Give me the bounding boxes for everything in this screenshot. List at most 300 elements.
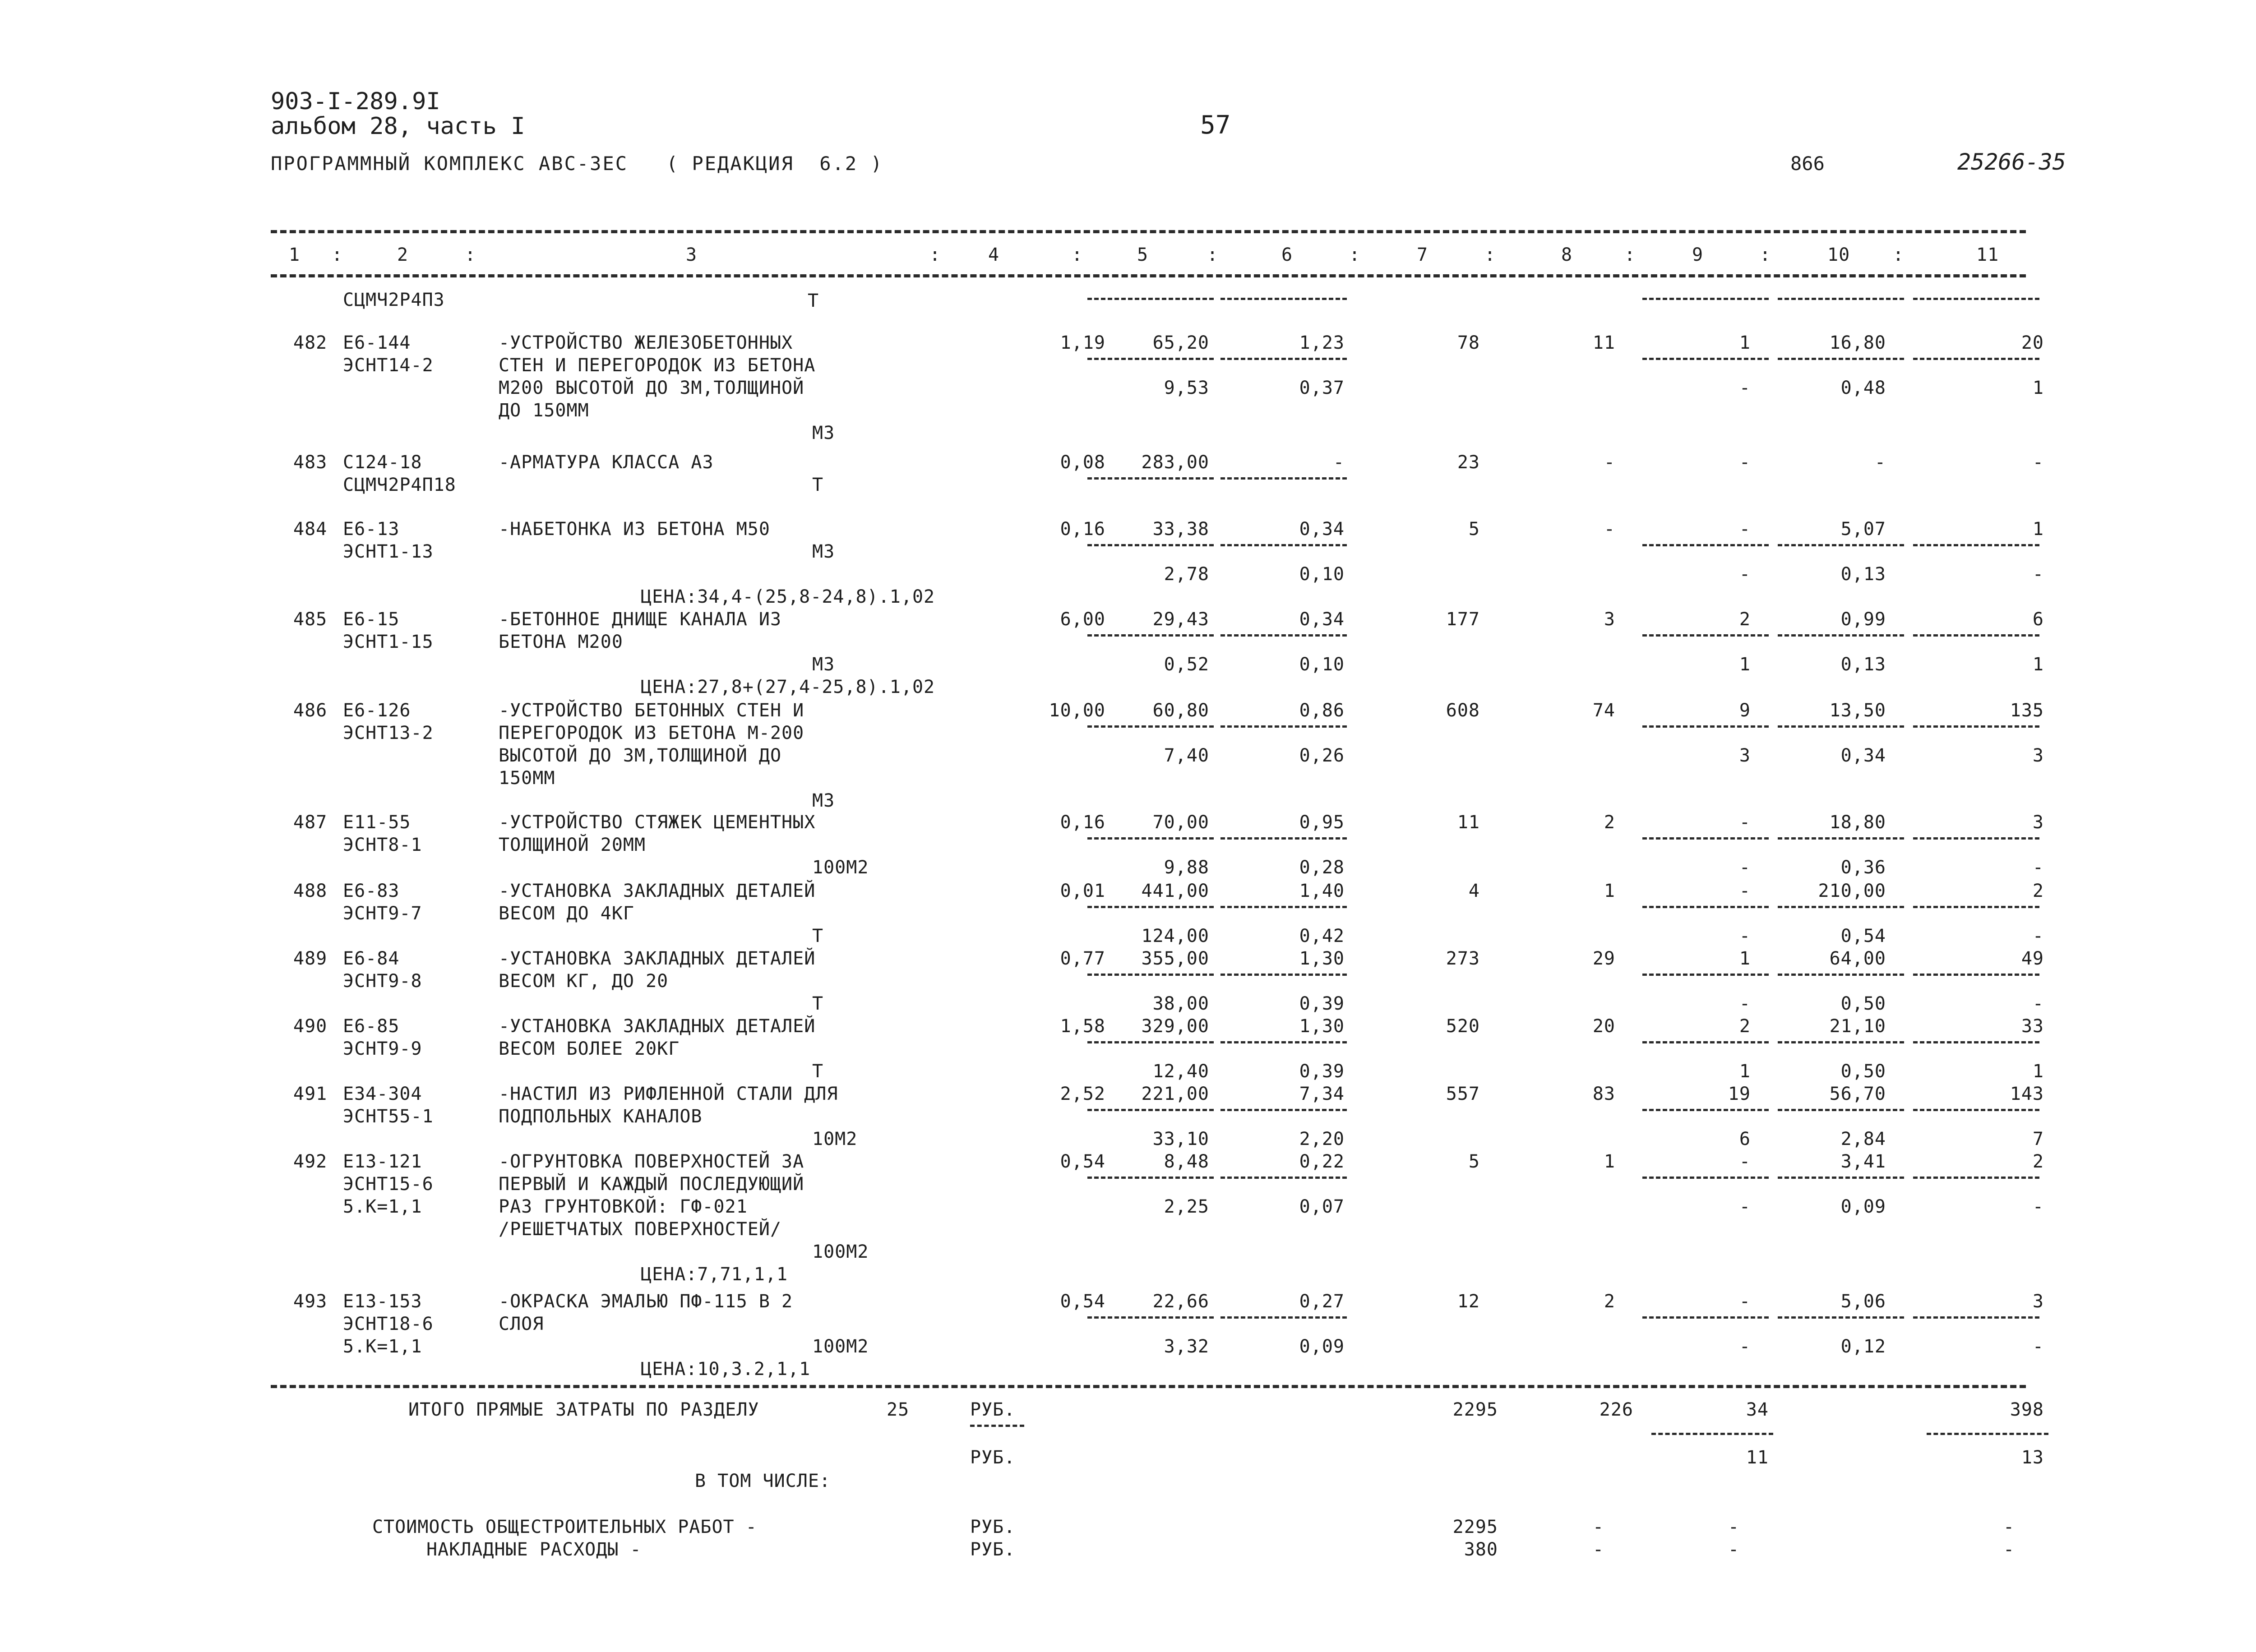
row-col8: 3 — [1604, 609, 1615, 630]
cell-separator-rule — [1642, 1177, 1769, 1179]
row-description: 150ММ — [499, 768, 555, 789]
row-code-secondary: ЭСНТ9-7 — [343, 903, 422, 924]
row-col10-secondary: 0,13 — [1840, 654, 1886, 675]
row-col6: 1,23 — [1299, 332, 1345, 353]
construction-c7: 2295 — [1452, 1517, 1498, 1537]
row-col10: 64,00 — [1829, 948, 1886, 969]
row-unit: 100М2 — [812, 1241, 869, 1262]
row-col8: - — [1604, 519, 1615, 540]
cell-separator-rule — [1778, 358, 1904, 360]
column-separator: : — [1893, 245, 1905, 265]
row-col5: 60,80 — [1152, 700, 1209, 721]
cell-separator-rule — [1642, 725, 1769, 728]
row-description: СЛОЯ — [499, 1314, 544, 1334]
row-col10-secondary: 0,50 — [1840, 1061, 1886, 1082]
column-separator: : — [1349, 245, 1361, 265]
row-description: РАЗ ГРУНТОВКОЙ: ГФ-021 — [499, 1196, 748, 1217]
row-col9: 19 — [1728, 1084, 1751, 1104]
cell-separator-rule — [1913, 544, 2039, 546]
cell-separator-rule — [1087, 974, 1214, 976]
row-number: 491 — [293, 1084, 328, 1104]
row-col11: 49 — [2021, 948, 2044, 969]
totals-c9-dash — [1651, 1433, 1773, 1435]
overhead-c8: - — [1593, 1539, 1604, 1560]
row-unit: 10М2 — [812, 1129, 858, 1149]
row-col11-secondary: - — [2032, 993, 2044, 1014]
row-col10: 16,80 — [1829, 332, 1886, 353]
cell-separator-rule — [1087, 544, 1214, 546]
row-col11: - — [2032, 452, 2044, 473]
row-coefficient: 5.К=1,1 — [343, 1336, 422, 1357]
row-number: 484 — [293, 519, 328, 540]
row-unit: Т — [812, 475, 824, 495]
row-col5: 283,00 — [1141, 452, 1209, 473]
cell-separator-rule — [1220, 1316, 1347, 1319]
row-unit: Т — [812, 926, 824, 946]
totals-c11: 398 — [2010, 1399, 2044, 1420]
row-col5-secondary: 0,52 — [1164, 654, 1209, 675]
row-description: ВЫСОТОЙ ДО 3М,ТОЛЩИНОЙ ДО — [499, 745, 782, 766]
row-quantity: 1,19 — [1060, 332, 1105, 353]
row-col5-secondary: 12,40 — [1152, 1061, 1209, 1082]
row-col8: 1 — [1604, 881, 1615, 901]
column-separator: : — [465, 245, 476, 265]
cell-separator-rule — [1642, 906, 1769, 908]
overhead-label: НАКЛАДНЫЕ РАСХОДЫ - — [426, 1539, 642, 1560]
row-col8: 83 — [1592, 1084, 1615, 1104]
row-col9: 1 — [1739, 948, 1751, 969]
row-col10-secondary: 0,54 — [1840, 926, 1886, 946]
page-number: 57 — [1200, 111, 1231, 140]
construction-label: СТОИМОСТЬ ОБЩЕСТРОИТЕЛЬНЫХ РАБОТ - — [372, 1517, 757, 1537]
row-col9-secondary: - — [1739, 993, 1751, 1014]
row-code: Е6-144 — [343, 332, 411, 353]
cell-separator-rule — [1087, 634, 1214, 637]
row-unit: М3 — [812, 790, 835, 811]
cell-separator-rule — [1220, 634, 1347, 637]
row-col6-secondary: 0,28 — [1299, 857, 1345, 878]
row-col7: 5 — [1468, 1151, 1480, 1172]
row-col9-secondary: - — [1739, 1336, 1751, 1357]
column-number: 9 — [1692, 245, 1704, 265]
row-coefficient: 5.К=1,1 — [343, 1196, 422, 1217]
including-label: В ТОМ ЧИСЛЕ: — [695, 1471, 831, 1491]
row-col10-secondary: 2,84 — [1840, 1129, 1886, 1149]
row-quantity: 0,16 — [1060, 812, 1105, 833]
column-separator: : — [1760, 245, 1771, 265]
row-number: 485 — [293, 609, 328, 630]
row-col11: 3 — [2032, 1291, 2044, 1312]
row-code-secondary: ЭСНТ55-1 — [343, 1106, 434, 1127]
row-col6: 1,30 — [1299, 1016, 1345, 1037]
row-col5-secondary: 2,78 — [1164, 564, 1209, 585]
row-col5: 22,66 — [1152, 1291, 1209, 1312]
row-col7: 177 — [1446, 609, 1480, 630]
row-col7: 520 — [1446, 1016, 1480, 1037]
cell-separator-rule — [1778, 725, 1904, 728]
cell-separator-rule — [1220, 477, 1347, 480]
row-unit: Т — [808, 291, 819, 311]
row-col9: - — [1739, 1291, 1751, 1312]
row-col10-secondary: 0,13 — [1840, 564, 1886, 585]
column-separator: : — [1624, 245, 1636, 265]
header-top-rule — [271, 230, 2026, 233]
row-col7: 608 — [1446, 700, 1480, 721]
totals-c7: 2295 — [1452, 1399, 1498, 1420]
totals-section: 25 — [887, 1399, 910, 1420]
row-col5-secondary: 33,10 — [1152, 1129, 1209, 1149]
cell-separator-rule — [1913, 837, 2039, 840]
row-col7: 5 — [1468, 519, 1480, 540]
cell-separator-rule — [1642, 1109, 1769, 1111]
row-col7: 23 — [1457, 452, 1480, 473]
cell-separator-rule — [1778, 634, 1904, 637]
cell-separator-rule — [1778, 1041, 1904, 1043]
row-col5: 29,43 — [1152, 609, 1209, 630]
row-col11-secondary: 3 — [2032, 745, 2044, 766]
row-col5-secondary: 3,32 — [1164, 1336, 1209, 1357]
row-col7: 4 — [1468, 881, 1480, 901]
row-description: ТОЛЩИНОЙ 20ММ — [499, 835, 646, 855]
row-col10-secondary: 0,50 — [1840, 993, 1886, 1014]
row-col11: 1 — [2032, 519, 2044, 540]
row-col5: 221,00 — [1141, 1084, 1209, 1104]
row-description: ПЕРВЫЙ И КАЖДЫЙ ПОСЛЕДУЮЩИЙ — [499, 1174, 804, 1195]
row-description: СТЕН И ПЕРЕГОРОДОК ИЗ БЕТОНА — [499, 355, 816, 376]
row-col5-secondary: 124,00 — [1141, 926, 1209, 946]
row-col6: 7,34 — [1299, 1084, 1345, 1104]
album-label: альбом 28, часть I — [271, 113, 525, 140]
column-separator: : — [1207, 245, 1219, 265]
row-col6: 0,22 — [1299, 1151, 1345, 1172]
row-col9: - — [1739, 452, 1751, 473]
row-code: Е6-83 — [343, 881, 400, 901]
construction-rub: РУБ. — [970, 1517, 1016, 1537]
row-col9: - — [1739, 1151, 1751, 1172]
row-col6-secondary: 0,09 — [1299, 1336, 1345, 1357]
cell-separator-rule — [1220, 837, 1347, 840]
row-number: 483 — [293, 452, 328, 473]
row-code-secondary: ЭСНТ9-8 — [343, 971, 422, 992]
row-description: -УСТАНОВКА ЗАКЛАДНЫХ ДЕТАЛЕЙ — [499, 881, 816, 901]
row-col5: 8,48 — [1164, 1151, 1209, 1172]
totals-rub2: РУБ. — [970, 1447, 1016, 1468]
row-code-secondary: ЭСНТ9-9 — [343, 1038, 422, 1059]
cell-separator-rule — [1087, 358, 1214, 360]
row-number: 490 — [293, 1016, 328, 1037]
row-col6: 0,34 — [1299, 609, 1345, 630]
cell-separator-rule — [1087, 477, 1214, 480]
row-col10: - — [1874, 452, 1886, 473]
row-col5-secondary: 2,25 — [1164, 1196, 1209, 1217]
row-col5: 65,20 — [1152, 332, 1209, 353]
cell-separator-rule — [1220, 358, 1347, 360]
row-description: -УСТАНОВКА ЗАКЛАДНЫХ ДЕТАЛЕЙ — [499, 948, 816, 969]
row-unit: Т — [812, 1061, 824, 1082]
cell-separator-rule — [1913, 298, 2039, 300]
row-col8: - — [1604, 452, 1615, 473]
cell-separator-rule — [1778, 837, 1904, 840]
cell-separator-rule — [1778, 1109, 1904, 1111]
row-col9-secondary: - — [1739, 378, 1751, 398]
row-col8: 20 — [1592, 1016, 1615, 1037]
totals-c8: 226 — [1599, 1399, 1633, 1420]
row-price-formula: ЦЕНА:7,71,1,1 — [641, 1264, 788, 1285]
totals-rub-dash — [970, 1425, 1024, 1427]
cell-separator-rule — [1778, 1316, 1904, 1319]
row-col7: 273 — [1446, 948, 1480, 969]
row-col9: - — [1739, 519, 1751, 540]
row-col6: 0,95 — [1299, 812, 1345, 833]
row-col9: - — [1739, 812, 1751, 833]
row-description: БЕТОНА М200 — [499, 632, 623, 652]
cell-separator-rule — [1778, 1177, 1904, 1179]
cell-separator-rule — [1087, 725, 1214, 728]
row-code-secondary: ЭСНТ13-2 — [343, 723, 434, 743]
cell-separator-rule — [1778, 544, 1904, 546]
row-col11-secondary: 1 — [2032, 378, 2044, 398]
row-col11: 135 — [2010, 700, 2044, 721]
row-description: -ОГРУНТОВКА ПОВЕРХНОСТЕЙ ЗА — [499, 1151, 804, 1172]
row-number: 489 — [293, 948, 328, 969]
cell-separator-rule — [1913, 1316, 2039, 1319]
sheet-number: 866 — [1790, 152, 1825, 175]
cell-separator-rule — [1642, 634, 1769, 637]
row-description: ВЕСОМ БОЛЕЕ 20КГ — [499, 1038, 680, 1059]
overhead-c9: - — [1728, 1539, 1740, 1560]
column-number: 3 — [686, 245, 698, 265]
column-number: 2 — [397, 245, 409, 265]
row-col9-secondary: - — [1739, 564, 1751, 585]
row-col9: 2 — [1739, 1016, 1751, 1037]
row-col11: 2 — [2032, 1151, 2044, 1172]
cell-separator-rule — [1220, 544, 1347, 546]
row-code: Е6-85 — [343, 1016, 400, 1037]
row-description: М200 ВЫСОТОЙ ДО 3М,ТОЛЩИНОЙ — [499, 378, 804, 398]
row-col11: 33 — [2021, 1016, 2044, 1037]
cell-separator-rule — [1778, 906, 1904, 908]
row-col10: 5,06 — [1840, 1291, 1886, 1312]
row-col11-secondary: - — [2032, 926, 2044, 946]
row-code: Е6-13 — [343, 519, 400, 540]
row-col9-secondary: - — [1739, 857, 1751, 878]
cell-separator-rule — [1087, 298, 1214, 300]
row-col6-secondary: 0,26 — [1299, 745, 1345, 766]
row-col11-secondary: 7 — [2032, 1129, 2044, 1149]
totals-c9b: 11 — [1746, 1447, 1769, 1468]
program-title: ПРОГРАММНЫЙ КОМПЛЕКС АВС-3ЕС ( РЕДАКЦИЯ 6.2 ) — [271, 152, 883, 175]
row-col9-secondary: 1 — [1739, 1061, 1751, 1082]
row-description: -УСТРОЙСТВО СТЯЖЕК ЦЕМЕНТНЫХ — [499, 812, 816, 833]
column-number: 5 — [1137, 245, 1149, 265]
row-code-secondary: ЭСНТ1-13 — [343, 541, 434, 562]
row-unit: М3 — [812, 654, 835, 675]
cell-separator-rule — [1087, 1109, 1214, 1111]
cell-separator-rule — [1778, 974, 1904, 976]
row-col8: 74 — [1592, 700, 1615, 721]
row-col5: 33,38 — [1152, 519, 1209, 540]
cell-separator-rule — [1642, 544, 1769, 546]
cell-separator-rule — [1220, 974, 1347, 976]
row-number: 492 — [293, 1151, 328, 1172]
row-col11: 2 — [2032, 881, 2044, 901]
row-code: Е6-126 — [343, 700, 411, 721]
totals-rub: РУБ. — [970, 1399, 1016, 1420]
row-col11-secondary: - — [2032, 564, 2044, 585]
row-quantity: 0,08 — [1060, 452, 1105, 473]
row-col10: 0,99 — [1840, 609, 1886, 630]
row-col6: 0,86 — [1299, 700, 1345, 721]
row-col8: 1 — [1604, 1151, 1615, 1172]
cell-separator-rule — [1913, 1177, 2039, 1179]
row-code-secondary: ЭСНТ8-1 — [343, 835, 422, 855]
row-description: ДО 150ММ — [499, 400, 589, 421]
row-col10: 3,41 — [1840, 1151, 1886, 1172]
row-col10: 13,50 — [1829, 700, 1886, 721]
row-col11-secondary: - — [2032, 857, 2044, 878]
cell-separator-rule — [1642, 974, 1769, 976]
row-col7: 557 — [1446, 1084, 1480, 1104]
row-col6-secondary: 2,20 — [1299, 1129, 1345, 1149]
row-code: Е6-15 — [343, 609, 400, 630]
row-col10: 18,80 — [1829, 812, 1886, 833]
row-price-formula: ЦЕНА:27,8+(27,4-25,8).1,02 — [641, 677, 935, 697]
row-description: ВЕСОМ ДО 4КГ — [499, 903, 634, 924]
row-description: -ОКРАСКА ЭМАЛЬЮ ПФ-115 В 2 — [499, 1291, 793, 1312]
row-description: ПЕРЕГОРОДОК ИЗ БЕТОНА М-200 — [499, 723, 804, 743]
row-col7: 12 — [1457, 1291, 1480, 1312]
row-col6-secondary: 0,10 — [1299, 654, 1345, 675]
row-col6-secondary: 0,07 — [1299, 1196, 1345, 1217]
overhead-c11: - — [2003, 1539, 2015, 1560]
row-col8: 11 — [1592, 332, 1615, 353]
totals-rule — [271, 1385, 2026, 1388]
row-quantity: 0,54 — [1060, 1291, 1105, 1312]
cell-separator-rule — [1913, 358, 2039, 360]
row-col6-secondary: 0,39 — [1299, 993, 1345, 1014]
column-separator: : — [1072, 245, 1083, 265]
row-col5-secondary: 7,40 — [1164, 745, 1209, 766]
cell-separator-rule — [1642, 358, 1769, 360]
row-description: /РЕШЕТЧАТЫХ ПОВЕРХНОСТЕЙ/ — [499, 1219, 782, 1240]
overhead-c7: 380 — [1464, 1539, 1498, 1560]
overhead-rub: РУБ. — [970, 1539, 1016, 1560]
construction-c11: - — [2003, 1517, 2015, 1537]
row-col9: 2 — [1739, 609, 1751, 630]
row-col8: 2 — [1604, 812, 1615, 833]
row-quantity: 6,00 — [1060, 609, 1105, 630]
cell-separator-rule — [1087, 906, 1214, 908]
header-bottom-rule — [271, 274, 2026, 277]
row-description: -НАБЕТОНКА ИЗ БЕТОНА М50 — [499, 519, 770, 540]
construction-c9: - — [1728, 1517, 1740, 1537]
row-number: 493 — [293, 1291, 328, 1312]
cell-separator-rule — [1642, 1041, 1769, 1043]
row-description: -УСТРОЙСТВО ЖЕЛЕЗОБЕТОННЫХ — [499, 332, 793, 353]
cell-separator-rule — [1220, 1109, 1347, 1111]
row-col9: 1 — [1739, 332, 1751, 353]
row-code: СЦМЧ2Р4П3 — [343, 290, 445, 310]
row-number: 488 — [293, 881, 328, 901]
row-unit: 100М2 — [812, 857, 869, 878]
row-col10: 21,10 — [1829, 1016, 1886, 1037]
totals-label: ИТОГО ПРЯМЫЕ ЗАТРАТЫ ПО РАЗДЕЛУ — [408, 1399, 759, 1420]
cell-separator-rule — [1087, 1316, 1214, 1319]
row-col10-secondary: 0,34 — [1840, 745, 1886, 766]
column-number: 11 — [1976, 245, 1999, 265]
row-code-secondary: ЭСНТ1-15 — [343, 632, 434, 652]
row-col11: 20 — [2021, 332, 2044, 353]
row-description: -УСТРОЙСТВО БЕТОННЫХ СТЕН И — [499, 700, 804, 721]
cell-separator-rule — [1642, 837, 1769, 840]
row-col9-secondary: 6 — [1739, 1129, 1751, 1149]
row-col5: 441,00 — [1141, 881, 1209, 901]
row-code: Е13-121 — [343, 1151, 422, 1172]
row-col9: 9 — [1739, 700, 1751, 721]
row-col5-secondary: 9,88 — [1164, 857, 1209, 878]
row-unit: М3 — [812, 423, 835, 443]
row-code-secondary: ЭСНТ15-6 — [343, 1174, 434, 1195]
row-col5-secondary: 9,53 — [1164, 378, 1209, 398]
row-code-secondary: ЭСНТ18-6 — [343, 1314, 434, 1334]
row-col11: 143 — [2010, 1084, 2044, 1104]
row-col11: 3 — [2032, 812, 2044, 833]
row-description: -УСТАНОВКА ЗАКЛАДНЫХ ДЕТАЛЕЙ — [499, 1016, 816, 1037]
column-separator: : — [1484, 245, 1496, 265]
row-col11-secondary: - — [2032, 1336, 2044, 1357]
row-quantity: 1,58 — [1060, 1016, 1105, 1037]
row-description: -БЕТОННОЕ ДНИЩЕ КАНАЛА ИЗ — [499, 609, 782, 630]
cell-separator-rule — [1087, 837, 1214, 840]
column-number: 1 — [289, 245, 300, 265]
row-code-secondary: ЭСНТ14-2 — [343, 355, 434, 376]
row-col8: 2 — [1604, 1291, 1615, 1312]
row-unit: Т — [812, 993, 824, 1014]
row-col6-secondary: 0,39 — [1299, 1061, 1345, 1082]
row-description: ПОДПОЛЬНЫХ КАНАЛОВ — [499, 1106, 703, 1127]
row-col5: 329,00 — [1141, 1016, 1209, 1037]
row-price-formula: ЦЕНА:34,4-(25,8-24,8).1,02 — [641, 586, 935, 607]
cell-separator-rule — [1642, 1316, 1769, 1319]
row-unit: 100М2 — [812, 1336, 869, 1357]
row-col5: 70,00 — [1152, 812, 1209, 833]
cell-separator-rule — [1913, 634, 2039, 637]
column-separator: : — [929, 245, 941, 265]
row-col9-secondary: 3 — [1739, 745, 1751, 766]
row-col6: - — [1333, 452, 1345, 473]
column-separator: : — [332, 245, 343, 265]
totals-c11b: 13 — [2021, 1447, 2044, 1468]
row-col10: 210,00 — [1818, 881, 1886, 901]
row-quantity: 0,01 — [1060, 881, 1105, 901]
row-description: -НАСТИЛ ИЗ РИФЛЕННОЙ СТАЛИ ДЛЯ — [499, 1084, 838, 1104]
row-col9-secondary: 1 — [1739, 654, 1751, 675]
row-col5-secondary: 38,00 — [1152, 993, 1209, 1014]
row-code: Е11-55 — [343, 812, 411, 833]
row-number: 486 — [293, 700, 328, 721]
row-col9-secondary: - — [1739, 1196, 1751, 1217]
row-description: ВЕСОМ КГ, ДО 20 — [499, 971, 669, 992]
row-col11-secondary: 1 — [2032, 1061, 2044, 1082]
row-col6-secondary: 0,42 — [1299, 926, 1345, 946]
totals-c11-dash — [1927, 1433, 2048, 1435]
row-col8: 29 — [1592, 948, 1615, 969]
row-col10-secondary: 0,12 — [1840, 1336, 1886, 1357]
row-quantity: 0,16 — [1060, 519, 1105, 540]
cell-separator-rule — [1778, 298, 1904, 300]
row-quantity: 0,77 — [1060, 948, 1105, 969]
cell-separator-rule — [1220, 906, 1347, 908]
